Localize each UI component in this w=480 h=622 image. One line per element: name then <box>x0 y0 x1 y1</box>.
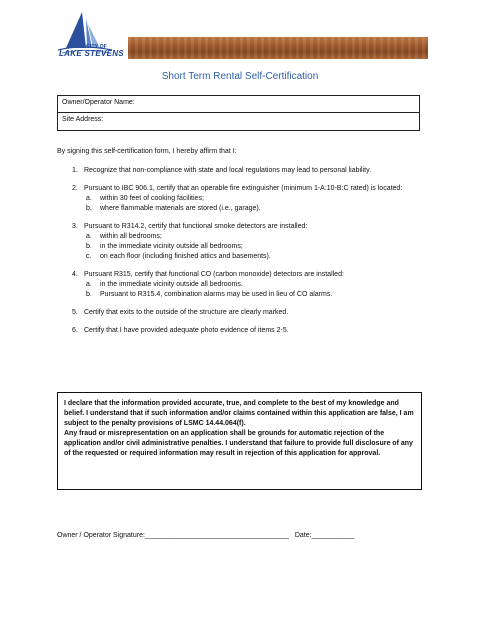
list-item: 6. Certify that I have provided adequate photo evidence of items 2-5. <box>72 327 289 334</box>
declaration-paragraph: I declare that the information provided accurate, true, and complete to the best of my knowledge and belief. I understand that if such information and/or claims contained within this application are false, I am subject to the penalty provisions of LSMC 14.44.064(f). <box>64 400 414 427</box>
list-item: 4. Pursuant R315, certify that functional CO (carbon monoxide) detectors are installed: a. in the immediate vicinity outside all bedrooms. b. Pursuant to R315.4, combination alarms may be used in lieu of CO alarms. <box>57 270 417 300</box>
sub-item: b. where flammable materials are stored (i.e., garage). <box>86 205 261 212</box>
declaration-box <box>57 392 422 490</box>
page-title: Short Term Rental Self-Certification <box>161 71 319 82</box>
signature-line[interactable]: _____________________________________ <box>144 532 289 539</box>
sub-item: a. within all bedrooms; <box>86 233 162 240</box>
list-item: 2. Pursuant to IBC 906.1, certify that an operable fire extinguisher (minimum 1-A:10-B:C rated) is located: a. within 30 feet of cooking facilities; b. where flammable materials are stored (i.e., garage). <box>57 184 417 214</box>
sub-item: a. within 30 feet of cooking facilities; <box>86 195 204 202</box>
date-label: Date: <box>294 532 312 539</box>
sub-item: b. in the immediate vicinity outside all bedrooms; <box>86 243 243 250</box>
signature-label: Owner / Operator Signature: <box>57 532 145 539</box>
sub-item: c. on each floor (including finished attics and basements). <box>86 253 271 260</box>
list-item: 5. Certify that exits to the outside of the structure are clearly marked. <box>72 309 289 316</box>
sub-item: b. Pursuant to R315.4, combination alarms may be used in lieu of CO alarms. <box>86 291 333 298</box>
logo-city-of-text: CITY OF <box>86 44 108 50</box>
date-line[interactable]: ___________ <box>311 532 355 539</box>
logo-lake-stevens-text: LAKE STEVENS <box>59 49 124 58</box>
declaration-paragraph: Any fraud or misrepresentation on an application shall be grounds for automatic rejection of the application and/or civil administrative penalties. I understand that failure to provide full disclosure of any of the requested or required information may result in rejection of this application for approval. <box>64 430 413 457</box>
list-item: 3. Pursuant to R314.2, certify that functional smoke detectors are installed: a. within all bedrooms; b. in the immediate vicinity outside all bedrooms; c. on each floor (including finished attics and basements). <box>57 222 417 262</box>
signature-row <box>57 532 354 539</box>
intro-text: By signing this self-certification form, I hereby affirm that I: <box>57 148 237 155</box>
owner-name-field[interactable] <box>58 96 419 113</box>
site-address-field[interactable] <box>58 113 419 130</box>
certification-list <box>57 166 417 344</box>
header-wood-banner <box>128 37 428 59</box>
site-address-label: Site Address: <box>62 116 104 123</box>
sub-item: a. in the immediate vicinity outside all bedrooms. <box>86 281 243 288</box>
list-item: 1. Recognize that non-compliance with state and local regulations may lead to personal liability. <box>72 167 372 174</box>
owner-site-box <box>57 95 420 131</box>
owner-name-label: Owner/Operator Name: <box>62 99 135 106</box>
